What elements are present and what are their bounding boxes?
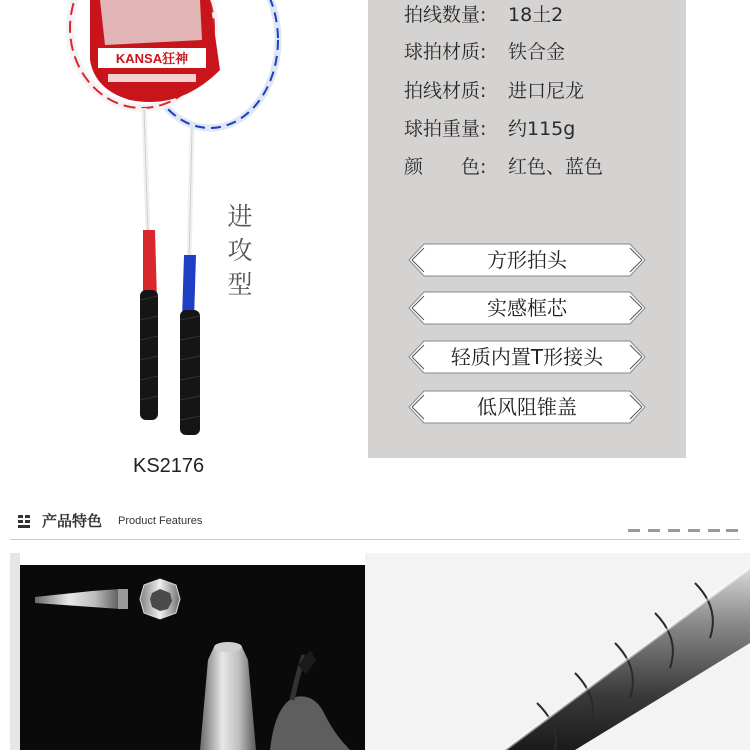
spec-value: 约115g (508, 118, 576, 140)
racket-pair-image (60, 0, 320, 440)
spec-label: 拍线材质: (404, 80, 487, 102)
model-number: KS2176 (133, 455, 205, 477)
divider-dots (628, 529, 738, 532)
spec-label: 球拍重量: (404, 118, 487, 140)
tag-char: 进 (227, 202, 253, 231)
tag-char: 型 (227, 270, 253, 299)
feature-solid-core (408, 291, 646, 325)
photo-frame-edge (10, 553, 20, 750)
spec-label: 拍线数量: (404, 4, 487, 26)
feature-label: 实感框芯 (487, 296, 567, 320)
spec-label: 颜 色: (404, 156, 487, 178)
feature-t-joint (408, 340, 646, 374)
spec-row-string-count (404, 0, 563, 27)
cone-cap-photo (20, 565, 365, 750)
section-divider (10, 539, 740, 540)
spec-value: 进口尼龙 (508, 80, 585, 102)
feature-label: 低风阻锥盖 (477, 395, 577, 419)
feature-label: 轻质内置T形接头 (450, 345, 604, 369)
feature-label: 方形拍头 (487, 248, 567, 272)
spec-row-color (404, 152, 603, 179)
spec-label: 球拍材质: (404, 41, 487, 63)
racket-type-tag (222, 200, 258, 302)
spec-panel (368, 0, 686, 458)
spec-value: 铁合金 (508, 41, 566, 63)
spec-value: 红色、蓝色 (508, 156, 604, 178)
spec-row-string-material (404, 76, 584, 103)
grip-closeup-photo (365, 553, 750, 750)
brand-label: KANSA狂神 (115, 51, 189, 66)
spec-row-frame-material (404, 37, 565, 64)
section-header (0, 505, 750, 541)
spec-value: 18土2 (508, 4, 564, 26)
tag-char: 攻 (227, 236, 253, 265)
feature-low-drag-cap (408, 390, 646, 424)
section-title: 产品特色 (42, 512, 103, 530)
spec-row-weight (404, 114, 575, 141)
grid-icon (18, 515, 36, 529)
feature-square-head (408, 243, 646, 277)
section-subtitle: Product Features (118, 515, 203, 527)
